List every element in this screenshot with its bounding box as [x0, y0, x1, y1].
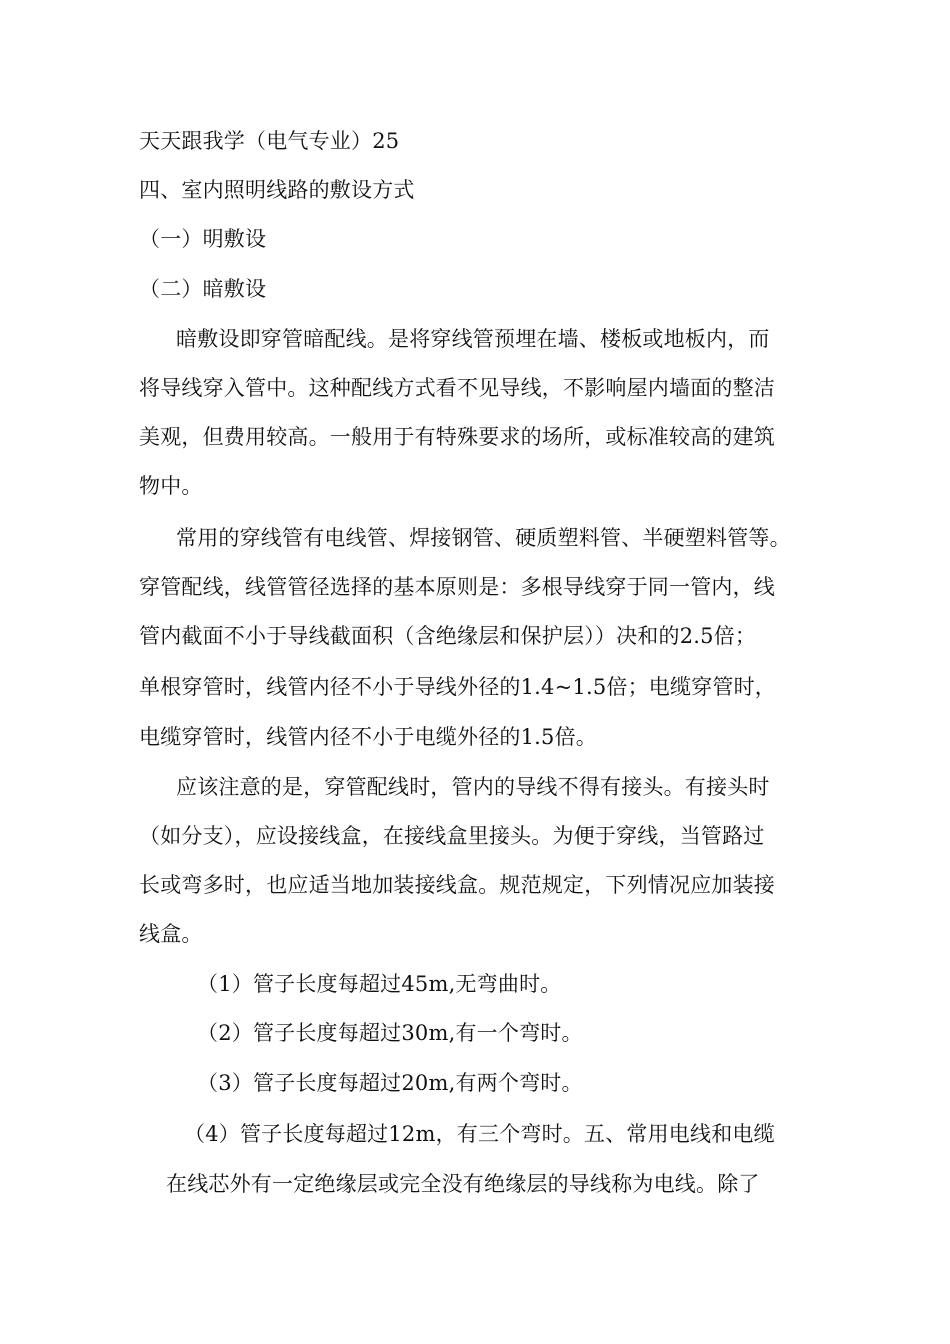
paragraph-2-line-2: 穿管配线，线管管径选择的基本原则是：多根导线穿于同一管内，线	[139, 575, 775, 599]
paragraph-2-line-5: 电缆穿管时，线管内径不小于电缆外径的1.5倍。	[139, 725, 597, 749]
document-title: 天天跟我学（电气专业）25	[139, 129, 400, 153]
paragraph-3-line-1: 应该注意的是，穿管配线时，管内的导线不得有接头。有接头时	[176, 775, 770, 799]
paragraph-2-line-3: 管内截面不小于导线截面积（含绝缘层和保护层））决和的2.5倍；	[139, 624, 757, 648]
paragraph-3-line-4: 线盒。	[139, 922, 203, 946]
list-item: （4）管子长度每超过12m，有三个弯时。五、常用电线和电缆	[184, 1122, 775, 1146]
paragraph-3-line-2: （如分支），应设接线盒，在接线盒里接头。为便于穿线，当管路过	[139, 824, 765, 848]
paragraph-1-line-2: 将导线穿入管中。这种配线方式看不见导线，不影响屋内墙面的整洁	[139, 376, 775, 400]
paragraph-2-line-4: 单根穿管时，线管内径不小于导线外径的1.4~1.5倍；电缆穿管时，	[139, 675, 776, 699]
list-item: （3）管子长度每超过20m,有两个弯时。	[197, 1071, 583, 1095]
paragraph-1-line-3: 美观，但费用较高。一般用于有特殊要求的场所，或标准较高的建筑	[139, 425, 775, 449]
subsection-heading-1: （一）明敷设	[139, 227, 267, 251]
section-heading: 四、室内照明线路的敷设方式	[139, 178, 415, 202]
subsection-heading-2: （二）暗敷设	[139, 277, 267, 301]
paragraph-3-line-3: 长或弯多时，也应适当地加装接线盒。规范规定，下列情况应加装接	[139, 873, 775, 897]
list-item: （1）管子长度每超过45m,无弯曲时。	[197, 972, 562, 996]
list-item: （2）管子长度每超过30m,有一个弯时。	[197, 1021, 583, 1045]
paragraph-1-line-1: 暗敷设即穿管暗配线。是将穿线管预埋在墙、楼板或地板内，而	[176, 327, 770, 351]
paragraph-4-line-1: 在线芯外有一定绝缘层或完全没有绝缘层的导线称为电线。除了	[166, 1172, 760, 1196]
paragraph-2-line-1: 常用的穿线管有电线管、焊接钢管、硬质塑料管、半硬塑料管等。	[176, 526, 791, 550]
paragraph-1-line-4: 物中。	[139, 474, 203, 498]
